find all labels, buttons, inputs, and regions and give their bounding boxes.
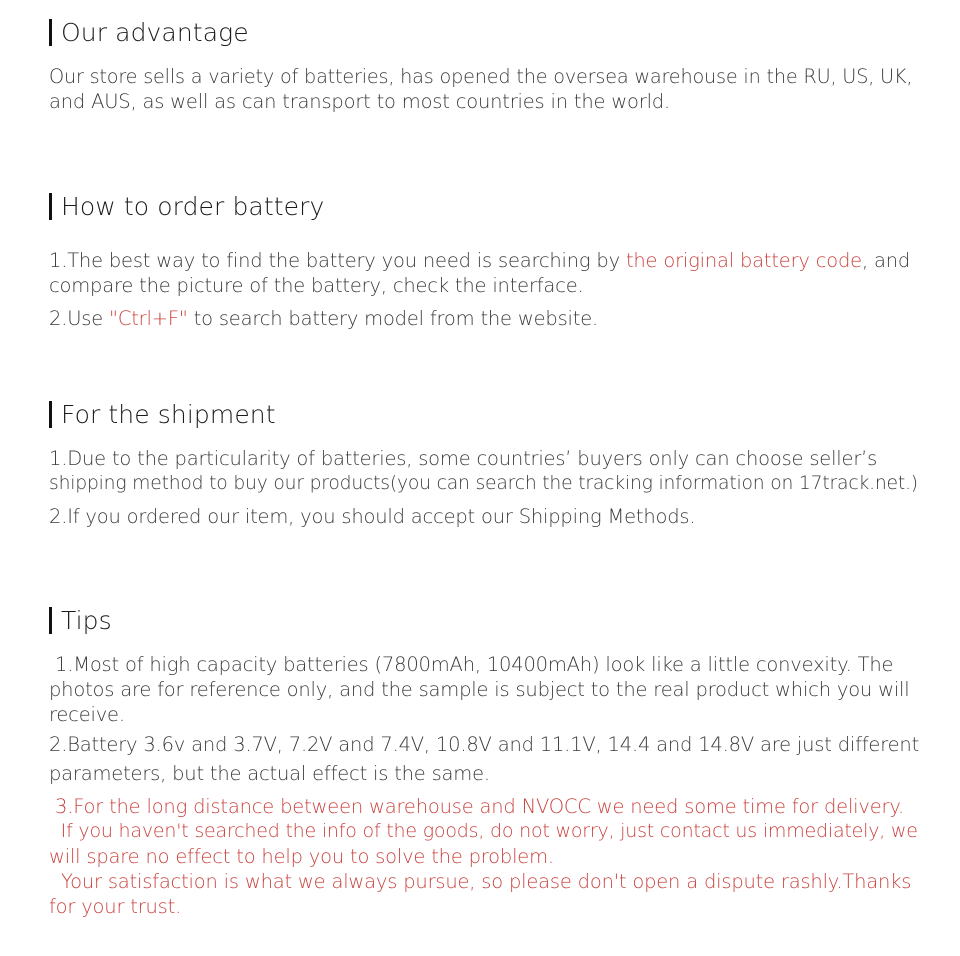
- order-p1-text-b: , and: [861, 249, 911, 272]
- order-p1-line-2: compare the picture of the battery, check the interface.: [49, 274, 584, 297]
- advantage-line-1: Our store sells a variety of batteries, has opened the oversea warehouse in the RU, US, UK,: [49, 65, 913, 88]
- tip-3-line-2: If you haven't searched the info of the goods, do not worry, just contact us immediately, we: [49, 820, 918, 842]
- tips-heading: [49, 606, 112, 635]
- tip-1-line-1: 1.Most of high capacity batteries (7800mAh, 10400mAh) look like a little convexity. The: [49, 653, 894, 676]
- tip-2-line-1: 2.Battery 3.6v and 3.7V, 7.2V and 7.4V, 10.8V and 11.1V, 14.4 and 14.8V are just different: [49, 733, 920, 756]
- shipment-p1-line-2: shipping method to buy our products(you can search the tracking information on 17track.net.): [49, 473, 918, 494]
- tip-3-line-3: will spare no effect to help you to solve the problem.: [49, 845, 554, 868]
- tip-3-line-5: for your trust.: [49, 895, 182, 918]
- ctrl-f-highlight: "Ctrl+F": [109, 307, 188, 330]
- shipment-p1-line-1: 1.Due to the particularity of batteries, some countries’ buyers only can choose seller’s: [49, 447, 878, 470]
- shipment-title: For the shipment: [61, 400, 276, 429]
- tips-title: Tips: [61, 606, 112, 635]
- tip-1-line-2: photos are for reference only, and the sample is subject to the real product which you will: [49, 678, 910, 701]
- tip-1-line-3: receive.: [49, 703, 125, 726]
- order-p2-text-b: to search battery model from the website.: [187, 307, 598, 330]
- order-p1-line-1: [49, 248, 910, 273]
- tip-2-line-2: parameters, but the actual effect is the same.: [49, 762, 490, 785]
- order-title: How to order battery: [61, 192, 325, 221]
- heading-bar: [49, 193, 52, 220]
- heading-bar: [49, 19, 52, 46]
- order-heading: [49, 192, 324, 221]
- tip-3-line-4: Your satisfaction is what we always pursue, so please don't open a dispute rashly.Thanks: [49, 870, 912, 893]
- original-battery-code-highlight: the original battery code: [625, 249, 862, 272]
- tip-3-line-1: 3.For the long distance between warehouse and NVOCC we need some time for delivery.: [49, 795, 904, 818]
- shipment-heading: [49, 400, 276, 429]
- heading-bar: [49, 401, 52, 428]
- order-p2: [49, 306, 598, 331]
- heading-bar: [49, 607, 52, 634]
- shipment-p2: 2.If you ordered our item, you should accept our Shipping Methods.: [49, 505, 696, 528]
- advantage-heading: [49, 18, 249, 47]
- advantage-title: Our advantage: [61, 18, 249, 47]
- order-p2-text-a: 2.Use: [49, 307, 110, 330]
- order-p1-text-a: 1.The best way to find the battery you need is searching by: [49, 249, 626, 272]
- advantage-line-2: and AUS, as well as can transport to most countries in the world.: [49, 90, 670, 113]
